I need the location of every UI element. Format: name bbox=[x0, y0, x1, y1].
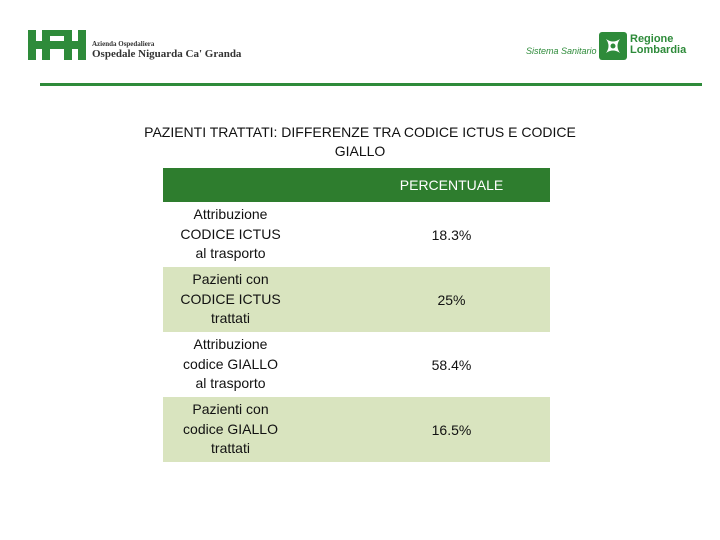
hospital-small-text: Azienda Ospedaliera bbox=[92, 40, 155, 48]
row-label-line: codice GIALLO bbox=[183, 355, 278, 372]
row-value: 18.3% bbox=[431, 226, 472, 243]
row-value: 16.5% bbox=[431, 421, 472, 438]
regione-lombardia-icon bbox=[599, 32, 627, 60]
niguarda-logo-icon bbox=[28, 28, 86, 60]
hospital-logo bbox=[28, 28, 248, 64]
row-label-line: al trasporto bbox=[195, 245, 266, 262]
regione-line2: Lombardia bbox=[630, 44, 687, 56]
row-label-line: trattati bbox=[211, 310, 250, 327]
regione-logo bbox=[526, 30, 696, 64]
regione-line1: Regione bbox=[630, 33, 674, 45]
row-label-line: CODICE ICTUS bbox=[180, 290, 281, 307]
row-label-line: Attribuzione bbox=[193, 336, 268, 353]
row-label-line: CODICE ICTUS bbox=[180, 225, 281, 242]
row-label-line: al trasporto bbox=[195, 375, 266, 392]
regione-name bbox=[630, 34, 686, 56]
row-label bbox=[163, 267, 298, 332]
row-value: 25% bbox=[437, 291, 466, 308]
percent-table bbox=[163, 168, 550, 462]
page-header bbox=[0, 0, 720, 88]
row-label bbox=[163, 332, 298, 397]
table-row bbox=[163, 397, 550, 462]
row-label-line: trattati bbox=[211, 440, 250, 457]
row-label bbox=[163, 202, 298, 267]
row-label-line: codice GIALLO bbox=[183, 420, 278, 437]
header-divider bbox=[40, 83, 702, 86]
hospital-name-block bbox=[92, 40, 241, 61]
table-row bbox=[163, 202, 550, 267]
row-label-line: Attribuzione bbox=[193, 206, 268, 223]
row-value: 58.4% bbox=[431, 356, 472, 373]
row-label-line: Pazienti con bbox=[192, 271, 269, 288]
title-line-2: GIALLO bbox=[334, 143, 386, 159]
title-line-1: PAZIENTI TRATTATI: DIFFERENZE TRA CODICE ICTUS E CODICE bbox=[144, 124, 576, 140]
table-row bbox=[163, 267, 550, 332]
table-header bbox=[163, 168, 550, 202]
column-header-percentuale: PERCENTUALE bbox=[399, 177, 504, 193]
table-row bbox=[163, 332, 550, 397]
row-label bbox=[163, 397, 298, 462]
page-title bbox=[80, 123, 640, 161]
hospital-name: Ospedale Niguarda Ca' Granda bbox=[92, 48, 242, 60]
row-label-line: Pazienti con bbox=[192, 401, 269, 418]
sistema-sanitario-text: Sistema Sanitario bbox=[526, 46, 597, 56]
